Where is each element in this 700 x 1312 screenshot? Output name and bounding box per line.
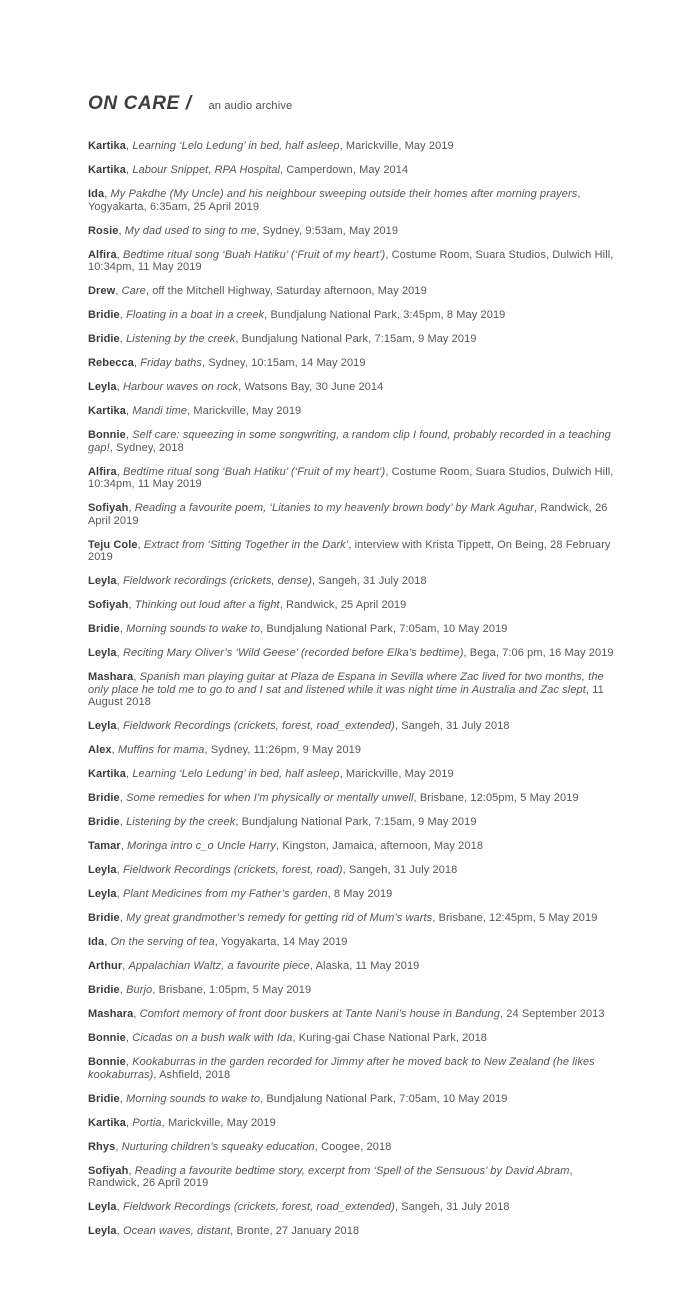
entry-title: Fieldwork Recordings (crickets, forest, road_extended) (122, 720, 395, 732)
archive-entry[interactable] (88, 429, 620, 454)
archive-entry[interactable] (88, 140, 620, 153)
entry-separator: , (569, 1164, 573, 1177)
entry-contributor-name: Alfira (88, 248, 117, 261)
entry-separator: , (133, 671, 140, 683)
archive-entry[interactable] (88, 623, 620, 636)
entry-location-date: Sydney, 2018 (116, 441, 184, 454)
entry-separator: , (116, 575, 123, 587)
entry-location-date: 24 September 2013 (506, 1008, 605, 1020)
entry-title: My great grandmother’s remedy for getting rid of Mum’s warts (126, 912, 433, 924)
entry-separator: , (385, 248, 392, 261)
entry-location-date: Marickville, May 2019 (167, 1116, 276, 1129)
entry-separator: , (126, 405, 133, 417)
entry-title: Floating in a boat in a creek (126, 309, 265, 321)
entry-contributor-name: Kartika (88, 164, 126, 176)
entry-contributor-name: Kartika (88, 1116, 126, 1129)
entry-location-date: interview with Krista Tippett, On Being, 28 February 2019 (88, 538, 611, 563)
entry-separator: , (577, 188, 581, 200)
archive-entry[interactable] (88, 405, 620, 418)
entry-location-date: Randwick, 26 April 2019 (88, 502, 608, 527)
entry-separator: , (413, 792, 420, 804)
entry-location-date: 11 August 2018 (88, 683, 604, 708)
entry-location-date: Sangeh, 31 July 2018 (401, 720, 510, 732)
entry-title: Reading a favourite bedtime story, excerpt from ‘Spell of the Sensuous’ by David Abram (134, 1164, 570, 1177)
entry-separator: , (145, 285, 153, 297)
entry-separator: , (153, 1068, 160, 1081)
archive-entry[interactable] (88, 1117, 620, 1130)
entry-separator: , (394, 720, 402, 732)
entry-location-date: Yogyakarta, 14 May 2019 (220, 936, 348, 948)
entry-title: Muffins for mama (117, 744, 205, 756)
entry-contributor-name: Bridie (88, 309, 120, 321)
archive-entry[interactable] (88, 502, 620, 527)
entry-separator: , (137, 538, 144, 551)
entry-separator: , (314, 1140, 322, 1153)
entry-location-date: Alaska, 11 May 2019 (315, 960, 420, 972)
entry-contributor-name: Leyla (88, 1225, 117, 1237)
entry-location-date: Sangeh, 31 July 2018 (401, 1201, 510, 1213)
entry-title: Ocean waves, distant (122, 1225, 231, 1237)
entry-location-date: Marickville, May 2019 (193, 405, 302, 417)
entry-title: Bedtime ritual song ‘Buah Hatiku’ (‘Fruit of my heart’) (123, 465, 386, 478)
entry-separator: , (309, 960, 316, 972)
entry-location-date: Marickville, May 2019 (345, 140, 454, 152)
archive-entry[interactable] (88, 1225, 620, 1238)
entry-title: Self care: squeezing in some songwriting, a random clip I found, probably recorded in a teaching gap! (88, 429, 611, 454)
entry-separator: , (204, 744, 211, 756)
entry-separator: , (128, 1164, 135, 1177)
archive-entry[interactable] (88, 599, 620, 612)
entry-separator: , (120, 840, 128, 852)
entry-title: Moringa intro c_o Uncle Harry (127, 840, 277, 852)
entry-title: Cicadas on a bush walk with Ida (132, 1032, 293, 1044)
entry-separator: , (125, 429, 133, 441)
entry-contributor-name: Leyla (88, 381, 117, 393)
entry-location-date: Brisbane, 12:45pm, 5 May 2019 (438, 912, 598, 924)
archive-entry[interactable] (88, 768, 620, 781)
entry-title: Reciting Mary Oliver’s ‘Wild Geese’ (recorded before Elka’s bedtime) (122, 647, 464, 659)
entry-title: Listening by the creek (126, 816, 236, 828)
entry-title: Fieldwork Recordings (crickets, forest, road_extended) (122, 1201, 395, 1213)
entry-title: Morning sounds to wake to (126, 623, 261, 635)
archive-entry[interactable] (88, 333, 620, 346)
entry-location-date: Sydney, 10:15am, 14 May 2019 (208, 357, 366, 369)
entry-separator: , (279, 599, 287, 611)
entry-title: Bedtime ritual song ‘Buah Hatiku’ (‘Fruit of my heart’) (123, 248, 386, 261)
entry-separator: , (119, 623, 127, 635)
entry-separator: , (128, 599, 135, 611)
entry-separator: , (202, 357, 209, 369)
entry-separator: , (111, 744, 118, 756)
entry-contributor-name: Ida (88, 188, 105, 200)
archive-entry[interactable] (88, 647, 620, 660)
entry-separator: , (230, 1225, 237, 1237)
entry-contributor-name: Sofiyah (88, 1164, 129, 1177)
entry-title: Fieldwork Recordings (crickets, forest, road) (122, 864, 343, 876)
archive-entry[interactable] (88, 744, 620, 757)
entry-separator: , (115, 285, 122, 297)
entry-separator: , (125, 1056, 133, 1068)
entry-contributor-name: Tamar (88, 840, 121, 852)
entry-title: Mandi time (132, 405, 188, 417)
archive-entry[interactable] (88, 309, 620, 322)
entry-contributor-name: Bridie (88, 816, 120, 828)
archive-entry[interactable] (88, 671, 620, 709)
entry-contributor-name: Leyla (88, 1201, 117, 1213)
archive-entry[interactable] (88, 912, 620, 925)
archive-entry[interactable] (88, 1056, 620, 1081)
entry-separator: , (119, 984, 127, 996)
entry-location-date: off the Mitchell Highway, Saturday afternoon, May 2019 (152, 285, 427, 297)
archive-entry[interactable] (88, 792, 620, 805)
entry-location-date: Bundjalung National Park, 7:15am, 9 May 2019 (241, 816, 477, 828)
entry-separator: , (585, 683, 593, 696)
entry-separator: , (125, 1032, 133, 1044)
entry-separator: , (152, 984, 159, 996)
archive-entry[interactable] (88, 164, 620, 177)
entry-location-date: Bundjalung National Park, 7:05am, 10 May 2019 (266, 623, 508, 635)
entry-separator: , (116, 864, 123, 876)
entry-contributor-name: Bridie (88, 792, 120, 804)
page-subtitle: an audio archive (208, 100, 293, 112)
entry-location-date: Watsons Bay, 30 June 2014 (244, 381, 384, 393)
entry-separator: , (339, 140, 346, 152)
entry-separator: , (119, 792, 127, 804)
entry-contributor-name: Kartika (88, 405, 126, 417)
entry-contributor-name: Mashara (88, 671, 134, 683)
archive-entry[interactable] (88, 357, 620, 370)
entry-contributor-name: Leyla (88, 575, 117, 587)
archive-entry[interactable] (88, 1201, 620, 1214)
entry-location-date: 8 May 2019 (333, 888, 393, 900)
entry-separator: , (256, 224, 263, 237)
entry-separator: , (187, 405, 194, 417)
entry-separator: , (116, 720, 123, 732)
entry-separator: , (260, 1092, 267, 1105)
archive-entry[interactable] (88, 539, 620, 564)
entry-contributor-name: Mashara (88, 1008, 134, 1020)
entry-location-date: Ashfield, 2018 (159, 1068, 231, 1081)
archive-entry[interactable] (88, 840, 620, 853)
entry-separator: , (115, 1140, 122, 1153)
entry-title: On the serving of tea (110, 936, 215, 948)
entry-title: Some remedies for when I’m physically or mentally unwell (126, 792, 414, 804)
entry-title: Learning ‘Lelo Ledung’ in bed, half asleep (132, 768, 340, 780)
archive-entry[interactable] (88, 864, 620, 877)
entry-separator: , (463, 647, 470, 659)
entry-separator: , (235, 333, 242, 345)
entry-title: Friday baths (140, 357, 202, 369)
entry-separator: , (119, 816, 127, 828)
entry-contributor-name: Leyla (88, 888, 117, 900)
entry-separator: , (116, 465, 124, 478)
entry-separator: , (385, 465, 392, 478)
entry-separator: , (133, 1008, 140, 1020)
entry-separator: , (109, 441, 117, 454)
entry-contributor-name: Kartika (88, 140, 126, 152)
entry-location-date: Costume Room, Suara Studios, Dulwich Hill, 10:34pm, 11 May 2019 (88, 248, 614, 273)
archive-entry[interactable] (88, 888, 620, 901)
entry-contributor-name: Arthur (88, 960, 123, 972)
entry-title: Kookaburras in the garden recorded for Jimmy after he moved back to New Zealand (he likes kookaburras) (88, 1056, 595, 1081)
entry-title: Comfort memory of front door buskers at Tante Nani’s house in Bandung (139, 1008, 500, 1020)
entry-location-date: Brisbane, 12:05pm, 5 May 2019 (419, 792, 579, 804)
entry-separator: , (126, 768, 133, 780)
entry-title: Plant Medicines from my Father’s garden (122, 888, 328, 900)
entry-separator: , (116, 1225, 123, 1237)
entry-location-date: Bronte, 27 January 2018 (236, 1225, 360, 1237)
entry-contributor-name: Bonnie (88, 1032, 126, 1044)
entry-separator: , (119, 1092, 127, 1105)
entry-location-date: Sangeh, 31 July 2018 (348, 864, 458, 876)
archive-entry[interactable] (88, 1008, 620, 1021)
entry-location-date: Sangeh, 31 July 2018 (318, 575, 427, 587)
entry-separator: , (122, 960, 129, 972)
entry-title: Listening by the creek (126, 333, 236, 345)
entry-separator: , (126, 140, 133, 152)
entry-separator: , (533, 502, 541, 514)
entry-separator: , (280, 164, 287, 176)
entry-location-date: Camperdown, May 2014 (286, 164, 409, 176)
entry-contributor-name: Sofiyah (88, 599, 129, 611)
entry-contributor-name: Bridie (88, 984, 120, 996)
entry-separator: , (339, 768, 346, 780)
entry-separator: , (119, 309, 127, 321)
entry-location-date: Bundjalung National Park, 3:45pm, 8 May 2019 (270, 309, 506, 321)
entry-separator: , (126, 164, 133, 176)
entry-contributor-name: Bonnie (88, 429, 126, 441)
archive-entry[interactable] (88, 188, 620, 213)
entry-title: Learning ‘Lelo Ledung’ in bed, half asleep (132, 140, 340, 152)
entry-separator: , (238, 381, 245, 393)
entry-location-date: Coogee, 2018 (321, 1140, 392, 1153)
entry-separator: , (104, 936, 111, 948)
entry-separator: , (119, 333, 127, 345)
entry-separator: , (342, 864, 349, 876)
entry-separator: , (260, 623, 267, 635)
entry-contributor-name: Kartika (88, 768, 126, 780)
entry-location-date: Kingston, Jamaica, afternoon, May 2018 (282, 840, 484, 852)
entry-separator: , (432, 912, 439, 924)
entry-separator: , (327, 888, 334, 900)
archive-entry[interactable] (88, 381, 620, 394)
entry-contributor-name: Teju Cole (88, 538, 138, 551)
entry-contributor-name: Bridie (88, 1092, 120, 1105)
archive-entry[interactable] (88, 816, 620, 829)
entry-contributor-name: Rosie (88, 224, 119, 237)
entry-contributor-name: Alex (88, 744, 112, 756)
entry-contributor-name: Rebecca (88, 357, 134, 369)
entry-contributor-name: Leyla (88, 864, 117, 876)
entry-location-date: Costume Room, Suara Studios, Dulwich Hill, 10:34pm, 11 May 2019 (88, 465, 614, 490)
entry-separator: , (394, 1201, 402, 1213)
entry-title: My dad used to sing to me (124, 224, 257, 237)
entry-separator: , (311, 575, 319, 587)
entry-separator: , (126, 1116, 133, 1129)
entry-separator: , (499, 1008, 507, 1020)
entry-location-date: Yogyakarta, 6:35am, 25 April 2019 (88, 200, 260, 213)
entry-contributor-name: Bridie (88, 333, 120, 345)
entry-title: My Pakdhe (My Uncle) and his neighbour sweeping outside their homes after morning prayers (110, 188, 578, 200)
entry-title: Labour Snippet, RPA Hospital (132, 164, 281, 176)
entry-title: Nurturing children’s squeaky education (121, 1140, 315, 1153)
entry-title: Portia (132, 1116, 162, 1129)
archive-entry[interactable] (88, 960, 620, 973)
entry-contributor-name: Bonnie (88, 1056, 126, 1068)
archive-entry[interactable] (88, 285, 620, 298)
archive-entry[interactable] (88, 1165, 620, 1190)
entry-contributor-name: Alfira (88, 465, 117, 478)
entry-title: Thinking out loud after a fight (134, 599, 280, 611)
archive-entry[interactable] (88, 720, 620, 733)
entry-location-date: Sydney, 11:26pm, 9 May 2019 (210, 744, 362, 756)
entry-title: Appalachian Waltz, a favourite piece (128, 960, 310, 972)
archive-entry[interactable] (88, 1141, 620, 1154)
entry-contributor-name: Drew (88, 285, 116, 297)
entry-contributor-name: Bridie (88, 912, 120, 924)
entry-separator: , (214, 936, 221, 948)
archive-entry[interactable] (88, 466, 620, 491)
archive-entry[interactable] (88, 1093, 620, 1106)
entry-location-date: Bundjalung National Park, 7:05am, 10 May 2019 (266, 1092, 508, 1105)
entry-contributor-name: Rhys (88, 1140, 116, 1153)
entry-contributor-name: Bridie (88, 623, 120, 635)
entry-title: Fieldwork recordings (crickets, dense) (122, 575, 312, 587)
entry-separator: , (104, 188, 111, 200)
entry-location-date: Randwick, 25 April 2019 (286, 599, 407, 611)
entry-separator: , (116, 888, 123, 900)
entry-title: Harbour waves on rock (122, 381, 239, 393)
entry-location-date: Bega, 7:06 pm, 16 May 2019 (469, 647, 614, 659)
entry-contributor-name: Ida (88, 936, 105, 948)
archive-entry[interactable] (88, 249, 620, 274)
entry-title: Morning sounds to wake to (126, 1092, 261, 1105)
entry-location-date: Bundjalung National Park, 7:15am, 9 May 2019 (241, 333, 477, 345)
entry-separator: , (118, 224, 125, 237)
entry-separator: , (116, 248, 124, 261)
entry-location-date: Kuring-gai Chase National Park, 2018 (298, 1032, 488, 1044)
archive-entry[interactable] (88, 936, 620, 949)
entry-contributor-name: Leyla (88, 720, 117, 732)
entry-title: Care (121, 285, 146, 297)
entry-location-date: Brisbane, 1:05pm, 5 May 2019 (158, 984, 312, 996)
entry-location-date: Randwick, 26 April 2019 (88, 1177, 209, 1189)
entries-list (88, 140, 620, 1238)
entry-title: Reading a favourite poem, ‘Litanies to my heavenly brown body’ by Mark Aguhar (134, 502, 534, 514)
entry-separator: , (116, 381, 123, 393)
archive-entry[interactable] (88, 225, 620, 238)
masthead (88, 86, 620, 118)
entry-separator: , (264, 309, 271, 321)
entry-separator: , (116, 1201, 123, 1213)
entry-title: Burjo (126, 984, 153, 996)
entry-separator: , (276, 840, 283, 852)
entry-separator: , (161, 1116, 168, 1129)
entry-location-date: Sydney, 9:53am, May 2019 (262, 224, 399, 237)
entry-separator: , (116, 647, 123, 659)
entry-contributor-name: Sofiyah (88, 502, 129, 514)
entry-separator: , (235, 816, 242, 828)
archive-entry[interactable] (88, 575, 620, 588)
entry-separator: , (133, 357, 141, 369)
entry-separator: , (119, 912, 127, 924)
entry-separator: , (128, 502, 135, 514)
entry-location-date: Marickville, May 2019 (345, 768, 454, 780)
entry-separator: , (348, 538, 355, 551)
entry-separator: , (292, 1032, 299, 1044)
archive-entry[interactable] (88, 1032, 620, 1045)
entry-contributor-name: Leyla (88, 647, 117, 659)
archive-entry[interactable] (88, 984, 620, 997)
entry-title: Extract from ‘Sitting Together in the Dark’ (143, 538, 349, 551)
page-title: ON CARE / (88, 93, 192, 114)
entry-title: Spanish man playing guitar at Plaza de Espana in Sevilla where Zac lived for two months, the only place he told me to go to and I sat and listened while it was night time in Australia and Zac slept (88, 671, 604, 696)
